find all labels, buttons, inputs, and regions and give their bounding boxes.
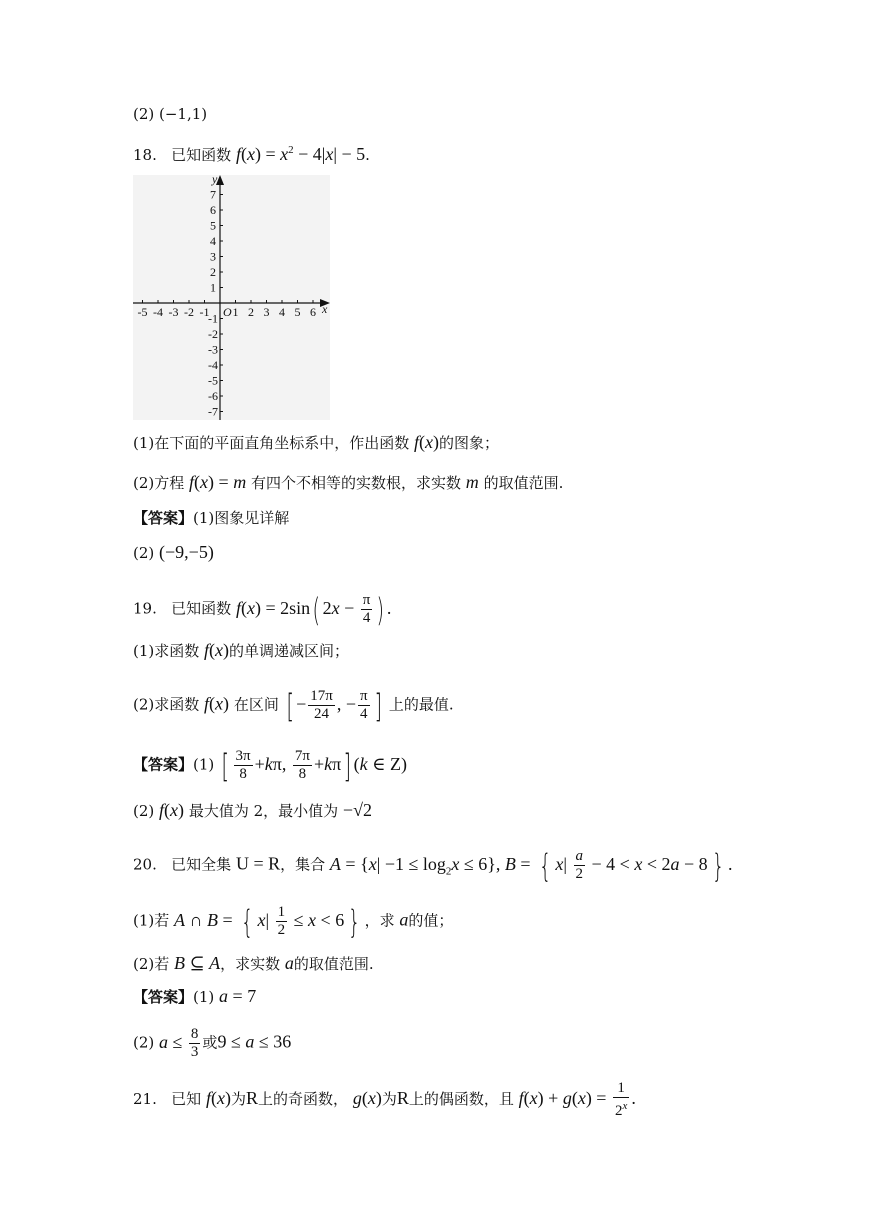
answer-part2-value-a: a ≤ $\frac{8}{3}$ xyxy=(159,1026,199,1060)
x-tick-label: 5 xyxy=(294,305,301,319)
part2-mid: 在区间 xyxy=(233,695,279,714)
part1-tail: 的单调递减区间； xyxy=(229,642,350,660)
part2-text: (2)若 xyxy=(133,955,170,973)
q19-part2 xyxy=(133,688,454,723)
question-intro: 已知函数 xyxy=(171,599,232,618)
y-tick-label: -1 xyxy=(208,311,218,326)
part1-text: (1)求函数 xyxy=(133,642,200,660)
r-symbol: R xyxy=(246,1088,259,1109)
x-tick-label: -1 xyxy=(199,305,210,319)
y-tick-label: 6 xyxy=(210,203,216,217)
y-tick-label: 1 xyxy=(210,280,216,295)
q19-answer2 xyxy=(133,800,372,821)
answer-part2-prefix: (2) xyxy=(133,544,155,562)
q20-part1 xyxy=(133,904,453,939)
stem-mid3: 为 xyxy=(381,1090,397,1109)
stem-tail: . xyxy=(365,146,370,164)
fx-symbol: f(x) xyxy=(159,800,185,820)
answer-label: 【答案】 xyxy=(133,755,194,774)
set-intro: ，集合 xyxy=(280,855,326,874)
a-symbol: a xyxy=(399,909,409,930)
x-tick-label: -4 xyxy=(153,305,163,319)
answer-part2-prefix: (2) xyxy=(133,802,155,820)
x-tick-label: 1 xyxy=(232,305,239,319)
question-intro: 已知函数 xyxy=(171,146,232,164)
y-tick-label: -6 xyxy=(208,389,218,403)
answer-part2-text: 最大值为 2，最小值为 xyxy=(188,802,339,820)
question-number: 20. xyxy=(133,855,157,874)
function-expression: f(x) = 2sin( 2x − $\frac{\pi}{4}$ ) . xyxy=(235,590,392,629)
answer-part2-prefix: (2) xyxy=(133,1033,155,1052)
answer-part2-value-b: 9 ≤ a ≤ 36 xyxy=(217,1031,292,1052)
fx-symbol: f(x) xyxy=(205,1088,231,1109)
q19-answer xyxy=(133,748,407,783)
y-axis-label: y xyxy=(212,175,218,186)
stem-mid2: 上的奇函数， xyxy=(258,1090,349,1109)
q20-answer2 xyxy=(133,1026,291,1061)
answer-line-prev xyxy=(133,104,207,124)
q20-answer xyxy=(133,986,256,1007)
gx-symbol: g(x) xyxy=(352,1088,382,1109)
part2-tail: 的取值范围. xyxy=(293,955,374,973)
part1-tail: 的值； xyxy=(408,911,454,930)
answer-part1-prefix: (1) xyxy=(193,755,215,774)
sum-expression: f(x) + g(x) = $\frac{1}{2^x}$ . xyxy=(518,1080,636,1119)
r-symbol: R xyxy=(396,1088,409,1109)
part2-mid: ，求实数 xyxy=(220,955,281,973)
q18-answer xyxy=(133,508,289,528)
part1-mid: ，求 xyxy=(364,911,395,930)
stem-mid1: 为 xyxy=(230,1090,246,1109)
q20-stem xyxy=(133,848,733,883)
answer-or: 或 xyxy=(202,1033,218,1052)
stem-mid4: 上的偶函数，且 xyxy=(408,1090,514,1109)
q18-part2 xyxy=(133,472,563,493)
x-tick-label: -3 xyxy=(168,305,179,319)
y-tick-label: 4 xyxy=(210,234,216,248)
q18-stem xyxy=(133,140,370,165)
part2-tail: 上的最值. xyxy=(388,695,454,714)
coordinate-plane xyxy=(133,175,330,420)
question-number: 18. xyxy=(133,146,157,164)
a-symbol: a xyxy=(284,953,294,973)
x-tick-label: 6 xyxy=(310,305,316,319)
answer-part2-value: −√2 xyxy=(342,800,372,820)
part1-text: (1)在下面的平面直角坐标系中，作出函数 xyxy=(133,434,410,452)
y-tick-label: 2 xyxy=(210,265,216,279)
answer-part1-value: a = 7 xyxy=(219,986,257,1006)
y-tick-label: -3 xyxy=(208,342,218,357)
question-intro: 已知 xyxy=(171,1090,202,1109)
function-expression: $f(x) = x^2 - 4|x| - 5$ xyxy=(235,144,366,164)
y-tick-label: -4 xyxy=(208,358,218,372)
question-number: 19. xyxy=(133,599,157,618)
x-tick-label: -2 xyxy=(184,305,194,319)
intersection-condition: A ∩ B = { x| $\frac{1}{2}$ ≤ x < 6 } xyxy=(174,902,361,941)
y-tick-label: -7 xyxy=(208,404,218,419)
q18-answer2 xyxy=(133,542,214,563)
q19-part1 xyxy=(133,640,349,661)
answer-label: 【答案】 xyxy=(133,988,194,1006)
q20-part2 xyxy=(133,953,374,974)
y-tick-label: 7 xyxy=(210,187,216,202)
y-tick-label: -5 xyxy=(208,373,218,388)
x-tick-label: 3 xyxy=(263,305,270,319)
answer-part1-prefix: (1) xyxy=(193,988,215,1006)
x-tick-label: -5 xyxy=(137,305,148,319)
y-tick-label: -2 xyxy=(208,327,218,341)
set-definitions: $A = \{x| -1 \le \log_2x \le 6\}$, B = { x| $\frac{a}{2}$ − 4 < x < 2a − 8 } . xyxy=(329,846,733,885)
answer-part2-value: (−9,−5) xyxy=(159,542,214,562)
fx-symbol: f(x) xyxy=(204,640,230,660)
fx-symbol: f(x) xyxy=(414,432,440,452)
q21-stem xyxy=(133,1080,636,1120)
universal-set: U = R xyxy=(235,853,281,874)
q19-stem xyxy=(133,592,391,627)
answer-part1: (1)图象见详解 xyxy=(193,509,290,527)
question-number: 21. xyxy=(133,1090,157,1109)
fx-symbol: f(x) xyxy=(204,693,230,714)
question-intro: 已知全集 xyxy=(171,855,232,874)
prev-answer-text: (2) (−1,1) xyxy=(133,105,208,123)
answer-part1-value: [ $\frac{3\pi}{8}$ +kπ, $\frac{7\pi}{8}$ +kπ] (k ∈ Z) xyxy=(221,746,407,785)
x-axis-label: x xyxy=(322,302,328,316)
q18-part1 xyxy=(133,432,499,453)
interval: [ − $\frac{17\pi}{24}$ , − $\frac{\pi}{4}$ ] xyxy=(286,686,382,725)
part2-text: (2)方程 xyxy=(133,474,185,492)
m-symbol: m xyxy=(465,472,479,492)
y-tick-label: 3 xyxy=(210,249,216,264)
x-tick-label: 4 xyxy=(279,305,285,319)
part2-mid: 有四个不相等的实数根，求实数 xyxy=(250,474,461,492)
y-tick-label: 5 xyxy=(210,218,216,233)
part2-text: (2)求函数 xyxy=(133,695,200,714)
equation: f(x) = m xyxy=(189,472,247,492)
part1-text: (1)若 xyxy=(133,911,170,930)
origin-label: O xyxy=(223,305,232,319)
x-tick-label: 2 xyxy=(248,305,254,319)
part1-tail: 的图象； xyxy=(439,434,500,452)
part2-tail: 的取值范围. xyxy=(483,474,564,492)
answer-label: 【答案】 xyxy=(133,509,194,527)
subset-condition: B ⊆ A xyxy=(174,953,221,973)
